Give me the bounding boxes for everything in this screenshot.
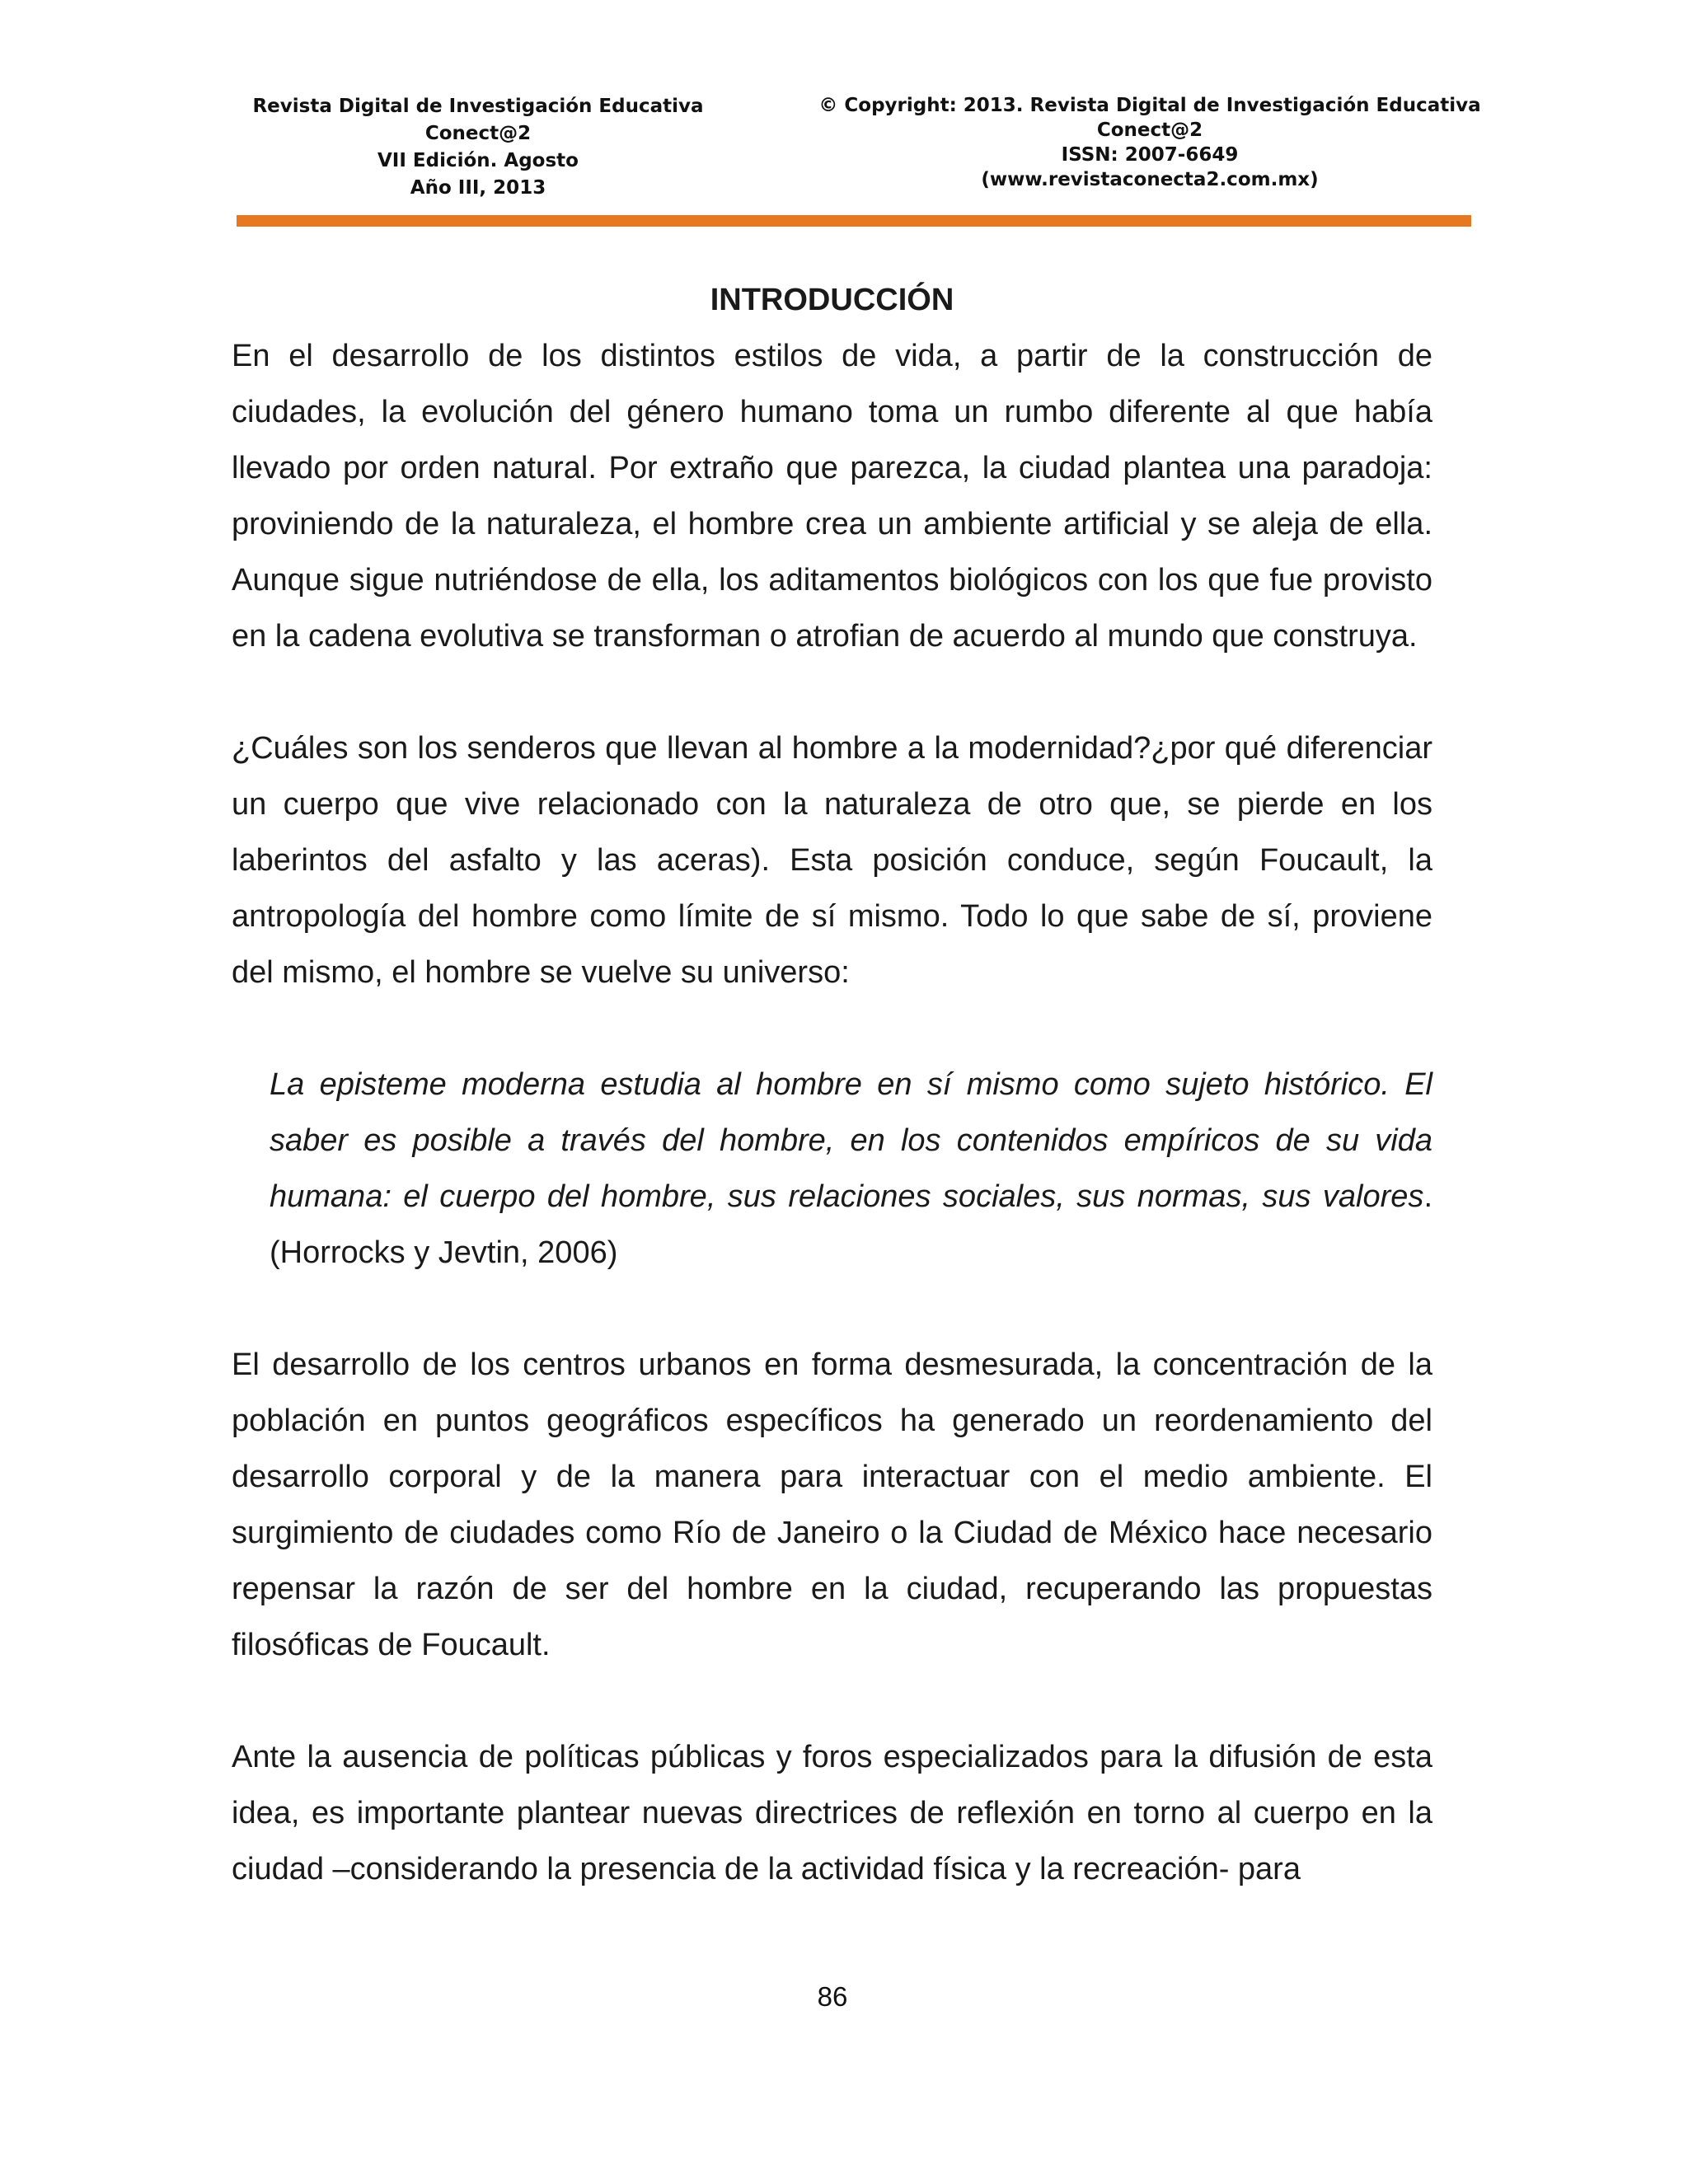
header-divider: [237, 215, 1471, 227]
copyright-notice: © Copyright: 2013. Revista Digital de Investigación Educativa: [818, 95, 1481, 116]
paragraph-2: ¿Cuáles son los senderos que llevan al hombre a la modernidad?¿por qué diferenciar un cuerpo que vive relacionado con la naturaleza de otro que, se pierde en los laberintos del asfalto y las aceras). Esta posición conduce, según Foucault, la antropología del hombre como límite de sí mismo. Todo lo que sabe de sí, proviene del mismo, el hombre se vuelve su universo:: [232, 731, 1432, 990]
article-body: [232, 272, 1432, 1953]
section-title: INTRODUCCIÓN: [710, 283, 954, 317]
journal-header-left: [231, 93, 725, 202]
edition-label: VII Edición. Agosto: [377, 150, 579, 171]
quote-citation: . (Horrocks y Jevtin, 2006): [270, 1179, 1432, 1270]
page-number: 86: [817, 1981, 848, 2012]
paragraph-1: En el desarrollo de los distintos estilos de vida, a partir de la construcción de ciudades, la evolución del género humano toma un rumbo diferente al que había llevado por orden natural. Por extraño que parezca, la ciudad plantea una paradoja: proviniendo de la naturaleza, el hombre crea un ambiente artificial y se aleja de ella. Aunque sigue nutriéndose de ella, los aditamentos biológicos con los que fue provisto en la cadena evolutiva se transforman o atrofian de acuerdo al mundo que construya.: [232, 339, 1432, 654]
quote-text: La episteme moderna estudia al hombre en sí mismo como sujeto histórico. El saber es posible a través del hombre, en los contenidos empíricos de su vida humana: el cuerpo del hombre, sus relaciones sociales, sus normas, sus valores: [270, 1067, 1432, 1214]
paragraph-3: El desarrollo de los centros urbanos en forma desmesurada, la concentración de la población en puntos geográficos específicos ha generado un reordenamiento del desarrollo corporal y de la manera para interactuar con el medio ambiente. El surgimiento de ciudades como Río de Janeiro o la Ciudad de México hace necesario repensar la razón de ser del hombre en la ciudad, recuperando las propuestas filosóficas de Foucault.: [232, 1347, 1432, 1662]
issn-label: ISSN: 2007-6649: [1061, 144, 1239, 166]
paragraph-4: Ante la ausencia de políticas públicas y foros especializados para la difusión de esta idea, es importante plantear nuevas directrices de reflexión en torno al cuerpo en la ciudad –considerando la presencia de la actividad física y la recreación- para: [232, 1740, 1432, 1886]
journal-header-right: [812, 93, 1488, 192]
copyright-journal-name: Conect@2: [1096, 120, 1203, 141]
website-url: (www.revistaconecta2.com.mx): [981, 169, 1319, 190]
block-quote: [270, 1057, 1432, 1281]
journal-name: Revista Digital de Investigación Educativa: [252, 96, 704, 117]
year-label: Año III, 2013: [410, 177, 546, 199]
journal-short-name: Conect@2: [424, 123, 532, 144]
